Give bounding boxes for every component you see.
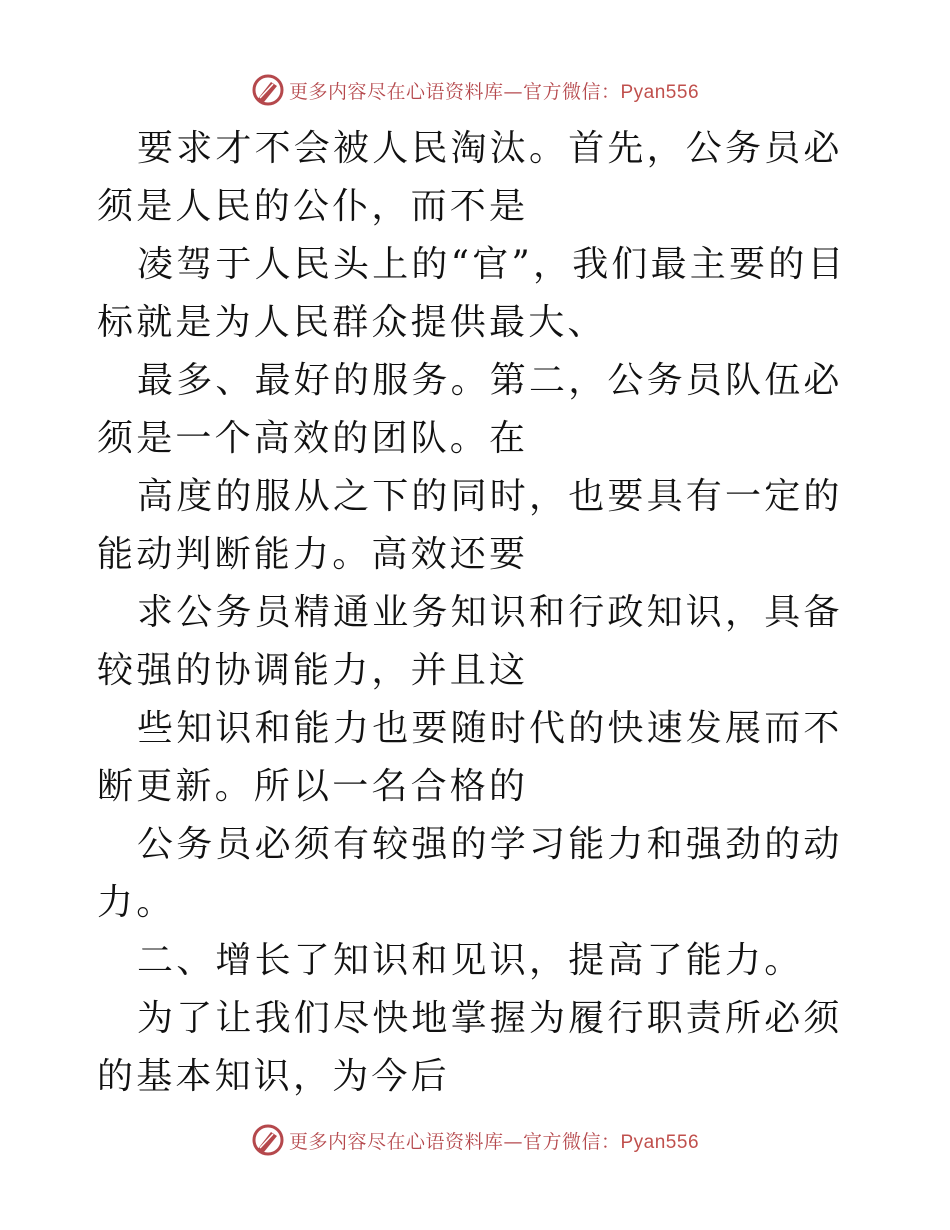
pen-nib-logo-icon — [251, 73, 285, 107]
paragraph: 最多、最好的服务。第二，公务员队伍必须是一个高效的团队。在 — [97, 360, 843, 459]
footer-label: 更多内容尽在心语资料库—官方微信： — [288, 1130, 621, 1153]
header-watermark — [0, 70, 950, 110]
paragraph: 求公务员精通业务知识和行政知识，具备较强的协调能力，并且这 — [97, 592, 843, 691]
pen-nib-logo-icon — [251, 1123, 285, 1157]
paragraph: 些知识和能力也要随时代的快速发展而不断更新。所以一名合格的 — [97, 708, 843, 807]
footer-text — [289, 1127, 699, 1154]
footer-watermark — [0, 1120, 950, 1160]
paragraph: 为了让我们尽快地掌握为履行职责所必须的基本知识，为今后 — [97, 998, 843, 1097]
paragraph: 高度的服从之下的同时，也要具有一定的能动判断能力。高效还要 — [97, 476, 843, 575]
paragraph: 二、增长了知识和见识，提高了能力。 — [137, 940, 804, 981]
document-body — [97, 120, 857, 1106]
header-wechat-id: Pyan556 — [620, 81, 700, 103]
header-label: 更多内容尽在心语资料库—官方微信： — [288, 80, 621, 103]
paragraph: 要求才不会被人民淘汰。首先，公务员必须是人民的公仆，而不是 — [97, 128, 843, 227]
footer-wechat-id: Pyan556 — [620, 1131, 700, 1153]
paragraph: 公务员必须有较强的学习能力和强劲的动力。 — [97, 824, 843, 923]
header-text — [289, 77, 699, 104]
paragraph: 凌驾于人民头上的“官”，我们最主要的目标就是为人民群众提供最大、 — [97, 244, 847, 343]
